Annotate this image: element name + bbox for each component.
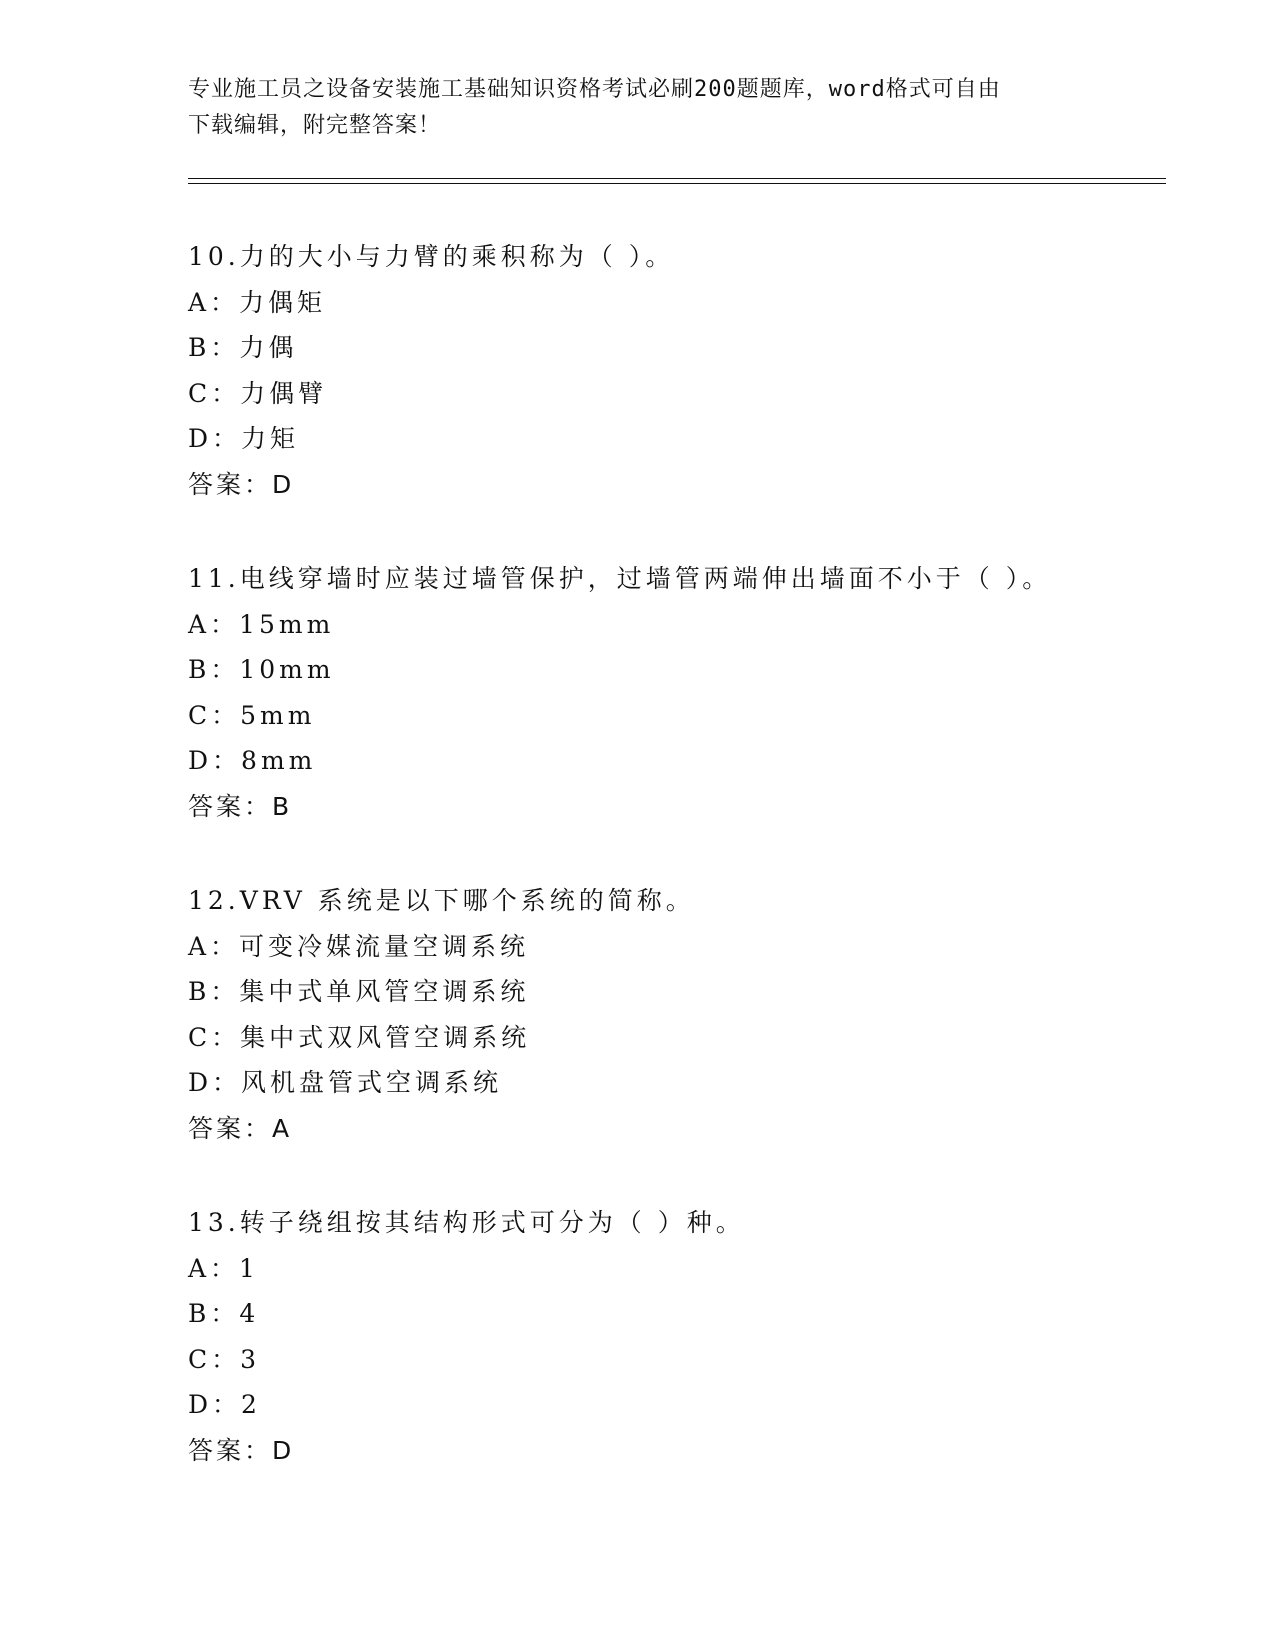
header-divider-bottom — [188, 183, 1166, 184]
option-c: C：5mm — [188, 700, 316, 730]
question-11 — [188, 556, 1188, 878]
header-divider-top — [188, 178, 1166, 179]
answer-label: 答案：A — [188, 1113, 293, 1143]
option-d: D：风机盘管式空调系统 — [188, 1068, 503, 1098]
option-b: B：力偶 — [188, 333, 298, 363]
option-a: A：可变冷媒流量空调系统 — [188, 931, 530, 961]
option-c: C：力偶臂 — [188, 378, 328, 408]
question-list — [188, 234, 1188, 1522]
question-stem: 10.力的大小与力臂的乘积称为（ ）。 — [188, 242, 675, 271]
option-a: A：力偶矩 — [188, 287, 327, 317]
question-stem: 11.电线穿墙时应装过墙管保护，过墙管两端伸出墙面不小于（ ）。 — [188, 564, 1052, 593]
answer-label: 答案：D — [188, 1435, 295, 1465]
option-b: B：10mm — [188, 655, 335, 685]
answer-label: 答案：B — [188, 791, 293, 821]
document-header — [188, 72, 1088, 144]
question-stem: 13.转子绕组按其结构形式可分为（ ）种。 — [188, 1208, 745, 1237]
option-d: D：8mm — [188, 746, 317, 776]
option-d: D：力矩 — [188, 424, 300, 454]
option-c: C：集中式双风管空调系统 — [188, 1022, 531, 1052]
option-a: A：1 — [188, 1253, 259, 1283]
question-12 — [188, 878, 1188, 1200]
option-d: D：2 — [188, 1390, 261, 1420]
question-10 — [188, 234, 1188, 556]
header-line-2: 下载编辑，附完整答案！ — [188, 113, 442, 138]
option-a: A：15mm — [188, 609, 335, 639]
header-line-1: 专业施工员之设备安装施工基础知识资格考试必刷200题题库，word格式可自由 — [188, 77, 1001, 102]
option-b: B：4 — [188, 1299, 260, 1329]
answer-label: 答案：D — [188, 469, 295, 499]
option-b: B：集中式单风管空调系统 — [188, 977, 530, 1007]
question-13 — [188, 1200, 1188, 1522]
question-stem: 12.VRV 系统是以下哪个系统的简称。 — [188, 886, 695, 915]
option-c: C：3 — [188, 1344, 261, 1374]
